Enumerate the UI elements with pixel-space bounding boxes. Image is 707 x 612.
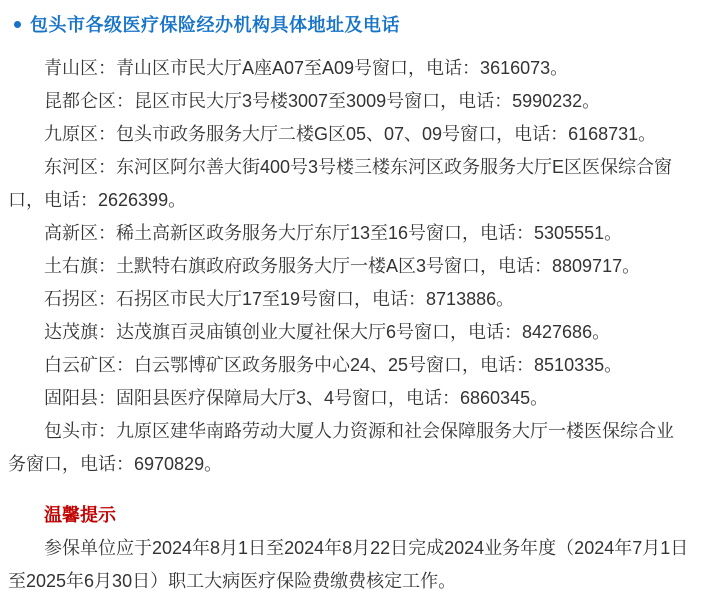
list-item: 昆都仑区：昆区市民大厅3号楼3007至3009号窗口，电话：5990232。 xyxy=(44,91,601,111)
section-title-text: 包头市各级医疗保险经办机构具体地址及电话 xyxy=(30,15,400,35)
list-item: 青山区：青山区市民大厅A座A07至A09号窗口，电话：3616073。 xyxy=(44,58,569,78)
list-item: 包头市：九原区建华南路劳动大厦人力资源和社会保障服务大厅一楼医保综合业务窗口，电话：6970829。 xyxy=(8,421,674,474)
list-item: 白云矿区：白云鄂博矿区政务服务中心24、25号窗口，电话：8510335。 xyxy=(44,355,623,375)
list-item: 九原区：包头市政务服务大厅二楼G区05、07、09号窗口，电话：6168731。 xyxy=(44,124,657,144)
district-list xyxy=(0,52,707,481)
list-item: 固阳县：固阳县医疗保障局大厅3、4号窗口，电话：6860345。 xyxy=(44,388,549,408)
notice-heading: 温馨提示 xyxy=(44,505,116,525)
section-title xyxy=(14,12,707,36)
list-item: 达茂旗：达茂旗百灵庙镇创业大厦社保大厅6号窗口，电话：8427686。 xyxy=(44,322,611,342)
list-item: 石拐区：石拐区市民大厅17至19号窗口，电话：8713886。 xyxy=(44,289,515,309)
notice-body: 参保单位应于2024年8月1日至2024年8月22日完成2024业务年度（2024年7月1日至2025年6月30日）职工大病医疗保险费缴费核定工作。 xyxy=(8,538,689,591)
list-item: 土右旗：土默特右旗政府政务服务大厅一楼A区3号窗口，电话：8809717。 xyxy=(44,256,641,276)
bullet-icon xyxy=(14,21,21,28)
list-item: 高新区：稀土高新区政务服务大厅东厅13至16号窗口，电话：5305551。 xyxy=(44,223,623,243)
list-item: 东河区：东河区阿尔善大街400号3号楼三楼东河区政务服务大厅E区医保综合窗口，电话：2626399。 xyxy=(8,157,673,210)
